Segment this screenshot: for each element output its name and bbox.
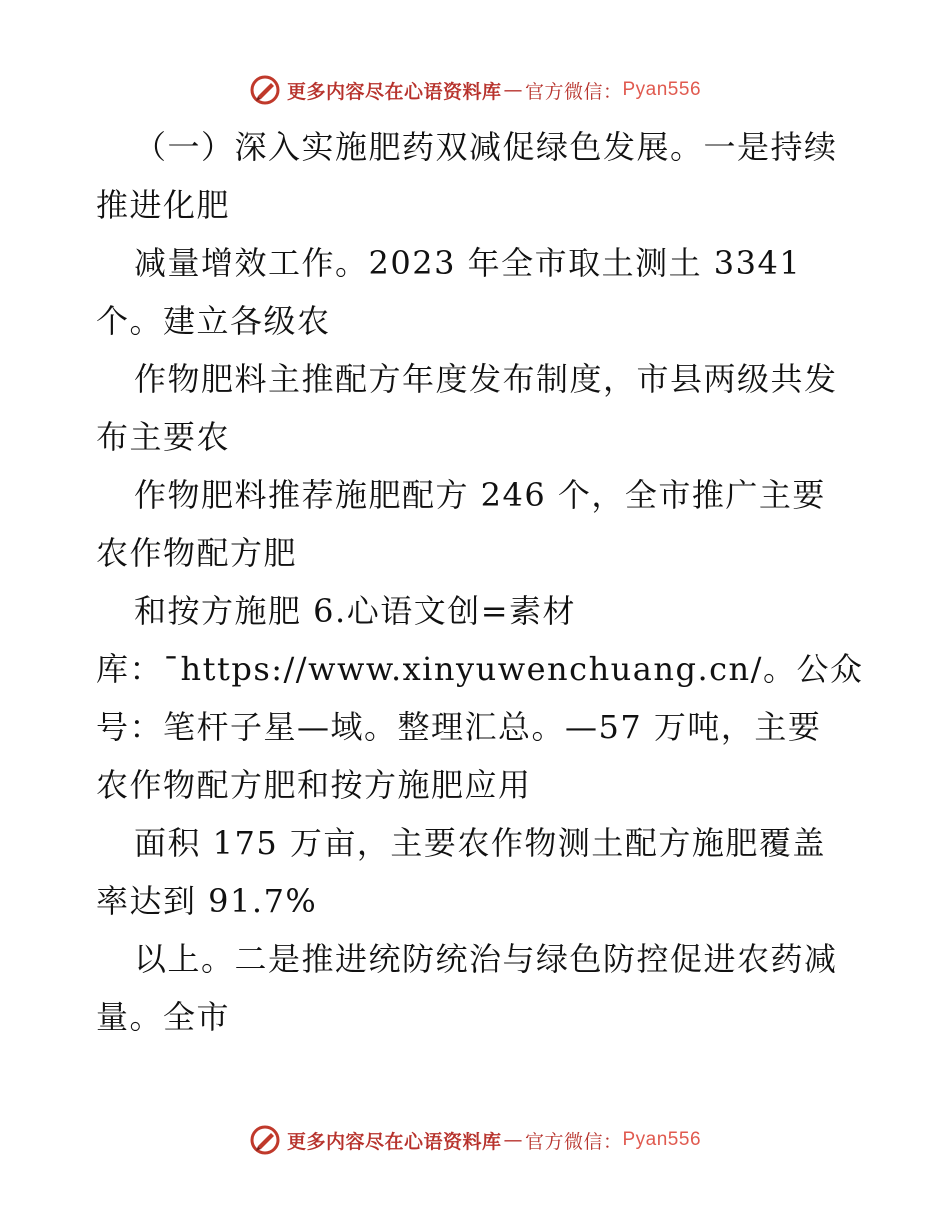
logo-icon [249,74,281,106]
text-line: （一）深入实施肥药双减促绿色发展。一是持续 [134,128,838,166]
text-line: 推进化肥 [96,186,231,224]
header-banner [0,70,950,110]
text-line: 库：¯https://www.xinyuwenchuang.cn/。公众 [96,650,864,688]
document-body [96,118,866,1046]
banner-dash: — [503,1129,523,1151]
text-line: 布主要农 [96,418,231,456]
banner-wechat-id: Pyan556 [622,79,702,100]
text-line: 和按方施肥 6.心语文创=素材 [134,592,577,630]
text-line: 农作物配方肥 [96,534,298,572]
text-line: 作物肥料推荐施肥配方 246 个，全市推广主要 [134,476,826,514]
banner-wechat-label: 官方微信： [524,1130,623,1153]
banner-title: 更多内容尽在心语资料库 [286,1130,502,1153]
banner-dash: — [503,79,523,101]
footer-banner [0,1120,950,1160]
banner-title: 更多内容尽在心语资料库 [286,80,502,103]
text-line: 作物肥料主推配方年度发布制度，市县两级共发 [134,360,838,398]
text-line: 个。建立各级农 [96,302,331,340]
text-line: 号：笔杆子星—域。整理汇总。—57 万吨，主要 [96,708,822,746]
text-line: 率达到 91.7% [96,882,318,920]
logo-icon [249,1124,281,1156]
text-line: 减量增效工作。2023 年全市取土测土 3341 [134,244,802,282]
banner-wechat-id: Pyan556 [622,1129,702,1150]
text-line: 以上。二是推进统防统治与绿色防控促进农药减 [134,940,838,978]
text-line: 农作物配方肥和按方施肥应用 [96,766,532,804]
text-line: 面积 175 万亩，主要农作物测土配方施肥覆盖 [134,824,826,862]
text-line: 量。全市 [96,998,231,1036]
banner-wechat-label: 官方微信： [524,80,623,103]
